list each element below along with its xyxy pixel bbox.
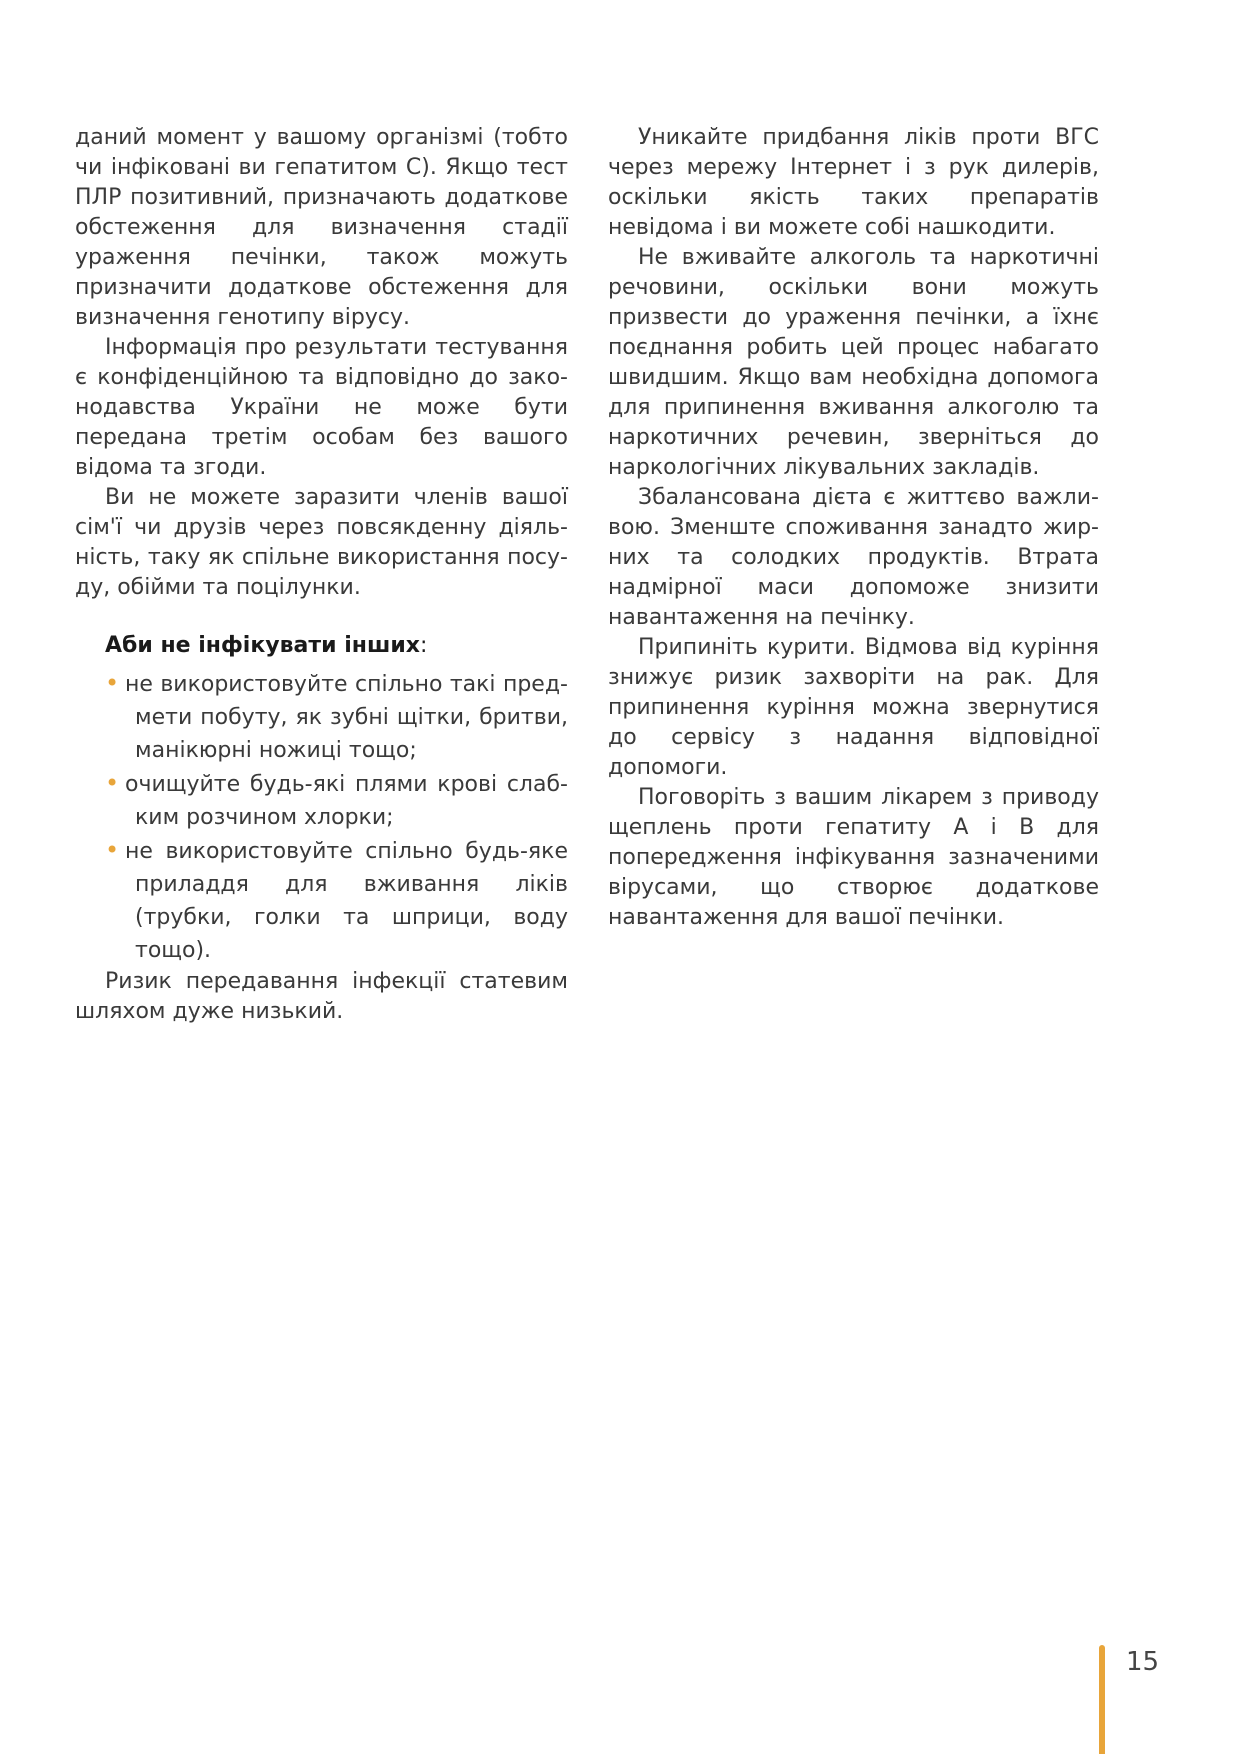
- left-column: [75, 123, 568, 1027]
- paragraph: Уникайте придбання ліків проти ВГС через мережу Інтернет і з рук дилерів, оскільки якість таких препаратів невідома і ви можете собі нашкодити.: [608, 125, 1099, 240]
- page-number: 15: [1126, 1647, 1160, 1677]
- paragraph: Ризик передавання інфекції статевим шляхом дуже низький.: [75, 969, 568, 1024]
- page-accent-bar: [1099, 1645, 1105, 1754]
- paragraph: Збалансована дієта є життєво важливою. Зменште споживання занадто жирних та солодких продуктів. Втрата надмірної маси допоможе знизити навантаження на печінку.: [608, 485, 1099, 630]
- right-column: [608, 123, 1099, 933]
- bullet-list: [105, 667, 568, 967]
- list-item: [105, 767, 568, 834]
- list-item: [105, 667, 568, 767]
- paragraph: Поговоріть з вашим лікарем з приводу щеплень проти гепатиту А і В для попередження інфікування зазначеними вірусами, що створює додаткове навантаження для вашої печінки.: [608, 785, 1099, 930]
- list-item: [105, 834, 568, 967]
- paragraph: Інформація про результати тестування є конфіденційною та відповідно до законодавства України не може бути передана третім особам без вашого відома та згоди.: [75, 335, 568, 480]
- subheading-text: Аби не інфікувати інших: [105, 633, 420, 658]
- subheading-colon: :: [419, 633, 428, 658]
- section-subheading: [105, 631, 568, 661]
- list-item-text: не використовуйте спільно такі предмети побуту, як зубні щітки, бритви, манікюрні ножиці тощо;: [125, 672, 568, 763]
- bullet-icon: •: [105, 836, 120, 864]
- list-item-text: очищуйте будь-які плями крові слабким розчином хлорки;: [125, 772, 568, 830]
- paragraph: Не вживайте алкоголь та наркотичні речовини, оскільки вони можуть призвести до ураження печінки, а їхнє поєднання робить цей процес набагато швидшим. Якщо вам необхідна допомога для припинення вживання алкоголю та наркотичних речевин, зверніться до наркологічних лікувальних закладів.: [608, 245, 1099, 480]
- bullet-icon: •: [105, 669, 120, 697]
- paragraph: даний момент у вашому організмі (тобто чи інфіковані ви гепатитом С). Якщо тест ПЛР позитивний, призначають додаткове обстеження для визначення стадії ураження печінки, також можуть призначити додаткове обстеження для визначення генотипу вірусу.: [75, 125, 568, 330]
- paragraph: Ви не можете заразити членів вашої сім'ї чи друзів через повсякденну діяльність, таку як спільне використання посуду, обійми та поцілунки.: [75, 485, 568, 600]
- paragraph: Припиніть курити. Відмова від куріння знижує ризик захворіти на рак. Для припинення куріння можна звернутися до сервісу з надання відповідної допомоги.: [608, 635, 1099, 780]
- bullet-icon: •: [105, 769, 120, 797]
- list-item-text: не використовуйте спільно будь-яке приладдя для вживання ліків (трубки, голки та шприци, воду тощо).: [125, 839, 568, 963]
